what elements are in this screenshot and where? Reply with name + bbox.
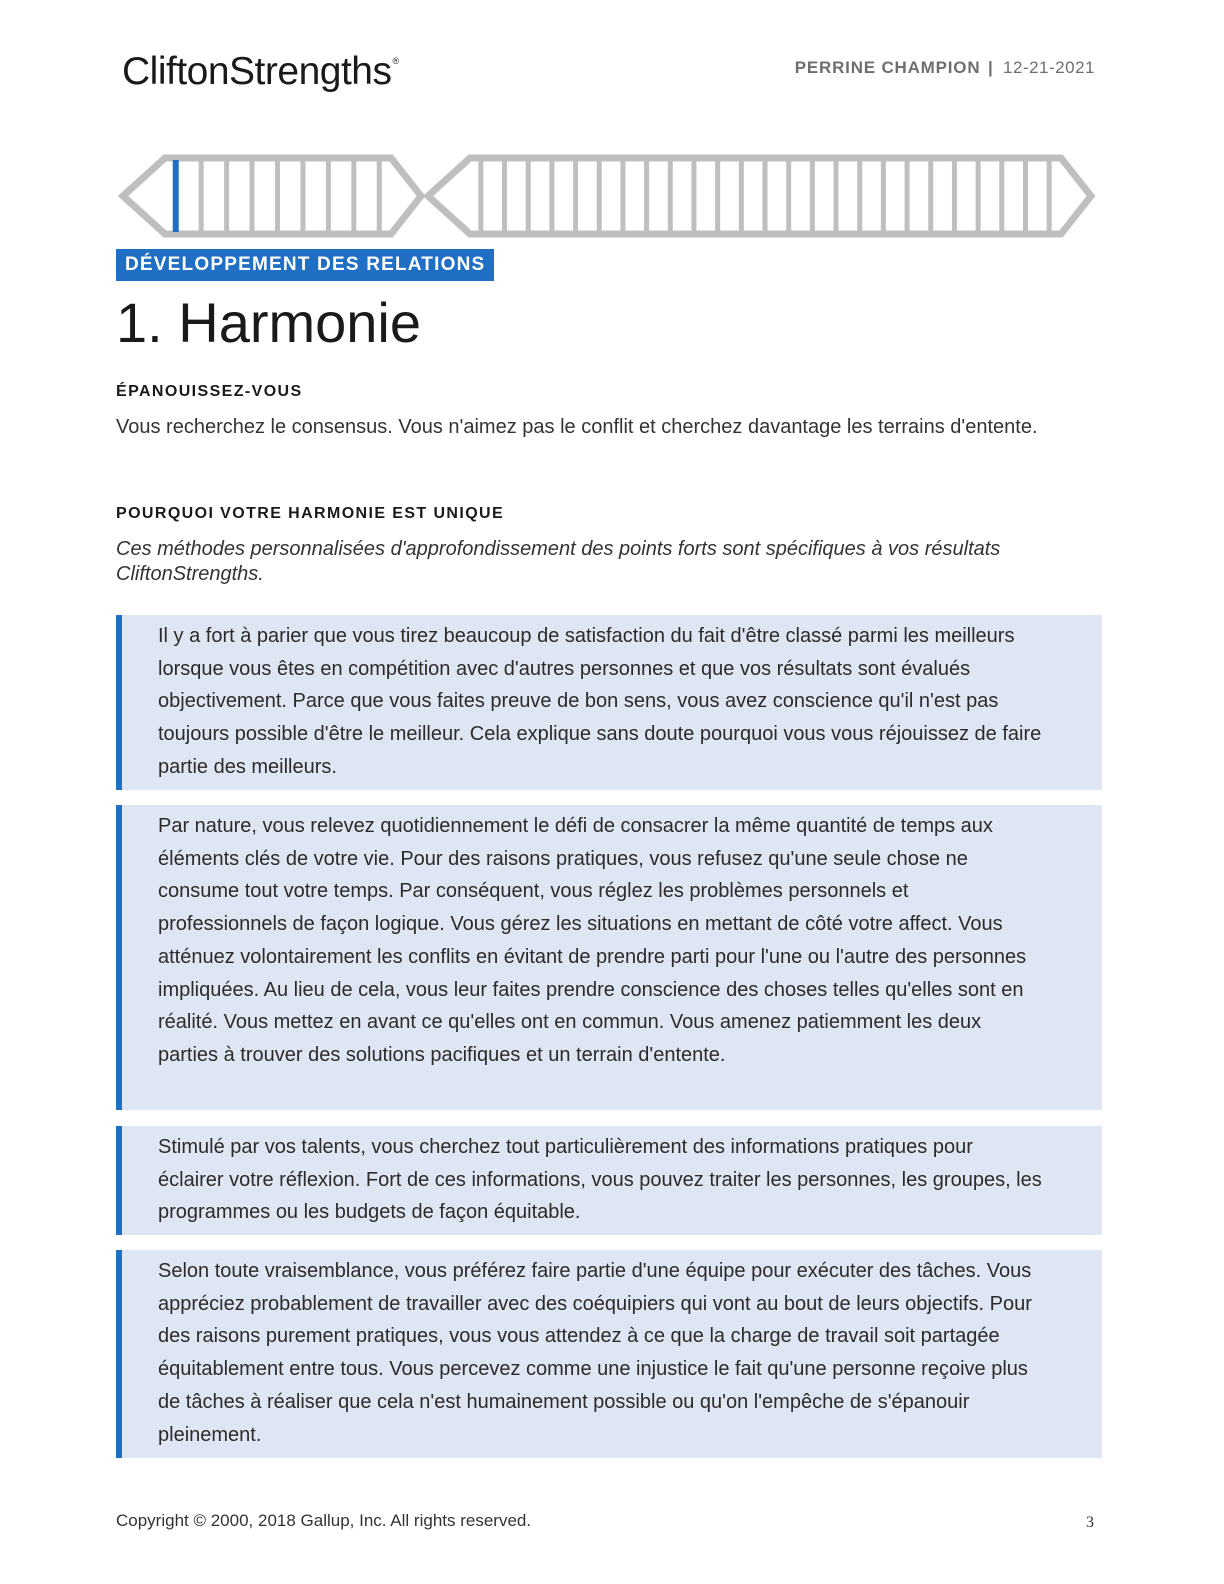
- report-date: 12-21-2021: [1003, 58, 1095, 77]
- person-name: PERRINE CHAMPION: [794, 58, 981, 77]
- insight-block: Il y a fort à parier que vous tirez beaucoup de satisfaction du fait d'être classé parmi les meilleurs lorsque vous êtes en compétition avec d'autres personnes et que vos résultats sont évalués objectivement. Parce que vous faites preuve de bon sens, vous avez conscience qu'il n'est pas toujours possible d'être le meilleur. Cela explique sans doute pourquoi vous vous réjouissez de faire partie des meilleurs.: [116, 615, 1102, 790]
- copyright-notice: Copyright © 2000, 2018 Gallup, Inc. All rights reserved.: [116, 1511, 532, 1530]
- theme-rank-bar: [115, 152, 1100, 238]
- section-label-unique: POURQUOI VOTRE HARMONIE EST UNIQUE: [116, 505, 505, 522]
- insight-block: Par nature, vous relevez quotidiennement le défi de consacrer la même quantité de temps aux éléments clés de votre vie. Pour des raisons pratiques, vous refusez qu'une seule chose ne consume tout votre temps. Par conséquent, vous réglez les problèmes personnels et professionnels de façon logique. Vous gérez les situations en mettant de côté votre affect. Vous atténuez volontairement les conflits en évitant de prendre parti pour l'une ou l'autre des personnes impliquées. Au lieu de cela, vous leur faites prendre conscience des choses telles qu'elles sont en réalité. Vous mettez en avant ce qu'elles ont en commun. Vous amenez patiemment les deux parties à trouver des solutions pacifiques et un terrain d'entente.: [116, 805, 1102, 1110]
- report-owner-header: [795, 58, 1095, 78]
- registered-mark: ®: [392, 56, 399, 66]
- section-label-thrive: ÉPANOUISSEZ-VOUS: [116, 383, 303, 400]
- insight-block: Selon toute vraisemblance, vous préférez faire partie d'une équipe pour exécuter des tâches. Vous appréciez probablement de travailler avec des coéquipiers qui vont au bout de leurs objectifs. Pour des raisons purement pratiques, vous vous attendez à ce que la charge de travail soit partagée équitablement entre tous. Vous percevez comme une injustice le fait qu'une personne reçoive plus de tâches à réaliser que cela n'est humainement possible ou qu'on l'empêche de s'épanouir pleinement.: [116, 1250, 1102, 1458]
- header-separator: |: [987, 58, 994, 77]
- theme-bar-left-outline: [123, 158, 421, 234]
- insight-block: Stimulé par vos talents, vous cherchez tout particulièrement des informations pratiques pour éclairer votre réflexion. Fort de ces informations, vous pouvez traiter les personnes, les groupes, les programmes ou les budgets de façon équitable.: [116, 1126, 1102, 1235]
- theme-title: 1. Harmonie: [116, 291, 422, 354]
- logo-text: CliftonStrengths: [122, 50, 392, 93]
- cliftonstrengths-logo: [122, 50, 399, 94]
- page-number: 3: [1086, 1514, 1094, 1531]
- section-text-unique: Ces méthodes personnalisées d'approfondissement des points forts sont spécifiques à vos résultats CliftonStrengths.: [116, 538, 1001, 585]
- section-text-thrive: Vous recherchez le consensus. Vous n'aimez pas le conflit et cherchez davantage les terrains d'entente.: [116, 416, 1038, 438]
- domain-tag: DÉVELOPPEMENT DES RELATIONS: [116, 249, 494, 281]
